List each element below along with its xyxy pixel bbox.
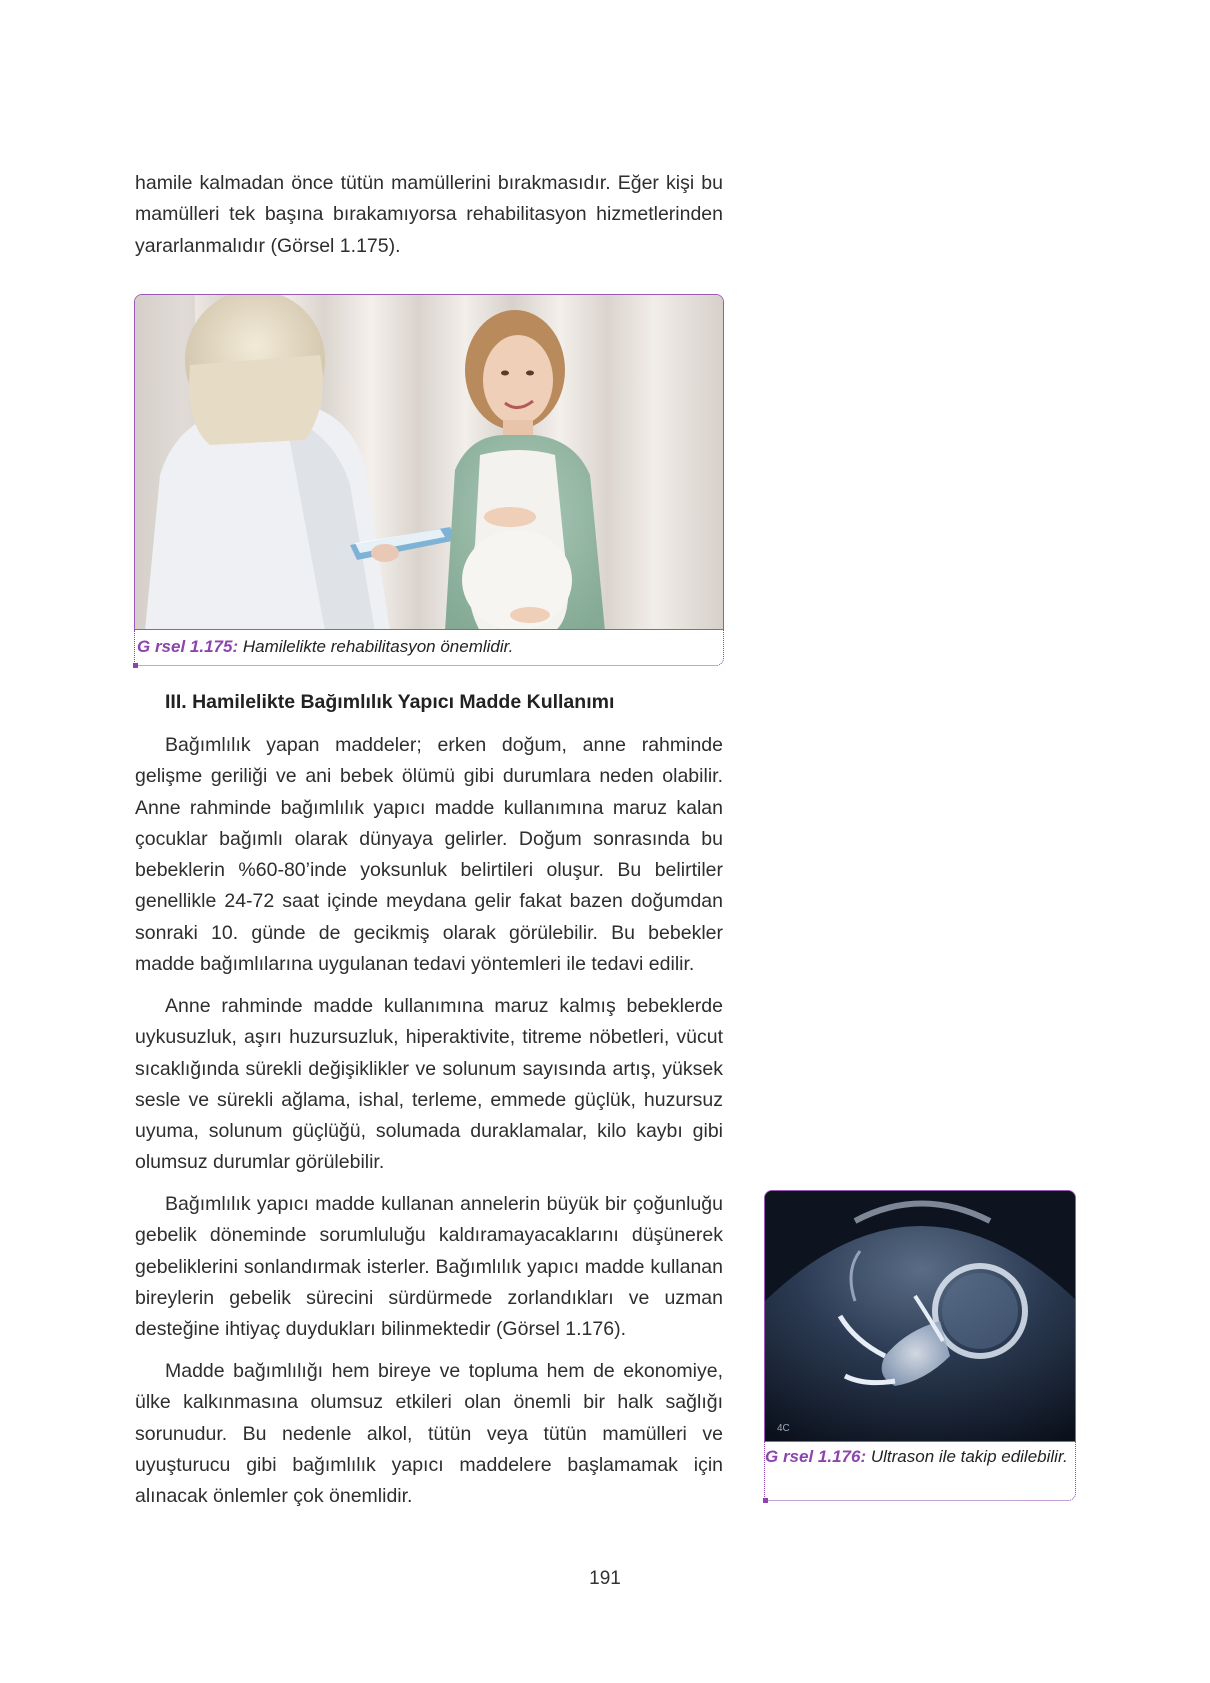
figure-2-caption-box [764, 1442, 1076, 1501]
fetus-ultrasound-picture [765, 1191, 1076, 1442]
figure-1-label: G rsel 1.175: [137, 637, 239, 656]
paragraph-3: Bağımlılık yapıcı madde kullanan annelerin büyük bir çoğunluğu gebelik döneminde sorumluluğu kaldıramayacaklarını düşünerek gebeliklerini sonlandırmak isterler. Bağımlılık yapıcı madde kullanan bireylerin gebelik sürecini sürdürmede zorlandıkları ve uzman desteğine ihtiyaç duydukları bilinmektedir (Görsel 1.176). [135, 1193, 723, 1341]
section-heading: III. Hamilelikte Bağımlılık Yapıcı Madde Kullanımı [165, 691, 615, 713]
scan-marker: 4C [777, 1423, 790, 1434]
figure-2-label: G rsel 1.176: [765, 1447, 867, 1466]
figure-2-caption-text: Ultrason ile takip edilebilir. [870, 1447, 1068, 1466]
intro-paragraph: hamile kalmadan önce tütün mamüllerini bırakmasıdır. Eğer kişi bu mamülleri tek başına bırakamıyorsa rehabilitasyon hizmetlerinden yararlanmalıdır (Görsel 1.175). [135, 172, 723, 257]
page-number: 191 [589, 1568, 621, 1589]
figure-1-caption [135, 630, 723, 659]
paragraph-2: Anne rahminde madde kullanımına maruz kalmış bebeklerde uykusuzluk, aşırı huzursuzluk, hiperaktivite, titreme nöbetleri, vücut sıcaklığında sürekli değişiklikler ve solunum sayısında artış, yüksek sesle ve sürekli ağlama, ishal, terleme, emmede güçlük, huzursuz uyuma, solunum güçlüğü, solumada duraklamalar, kilo kaybı gibi olumsuz durumlar görülebilir. [135, 995, 723, 1174]
figure-2-ultrasound-image [764, 1190, 1076, 1442]
figure-1-caption-box [134, 630, 724, 666]
doctor-and-pregnant-woman-photo [135, 295, 724, 630]
paragraph-1: Bağımlılık yapan maddeler; erken doğum, anne rahminde gelişme geriliği ve ani bebek ölümü gibi durumlara neden olabilir. Anne rahminde bağımlılık yapıcı madde kullanımına maruz kalan çocuklar bağımlı olarak dünyaya gelirler. Doğum sonrasında bu bebeklerin %60-80’inde yoksunluk belirtileri oluşur. Bu belirtiler genellikle 24-72 saat içinde meydana gelir fakat bazen doğumdan sonraki 10. günde de gecikmiş olarak görülebilir. Bu bebekler madde bağımlılarına uygulanan tedavi yöntemleri ile tedavi edilir. [135, 734, 723, 976]
figure-1-photo [134, 294, 724, 630]
figure-2-caption [765, 1442, 1075, 1469]
figure-1-caption-text: Hamilelikte rehabilitasyon önemlidir. [242, 637, 514, 656]
paragraph-4: Madde bağımlılığı hem bireye ve topluma hem de ekonomiye, ülke kalkınmasına olumsuz etkileri olan önemli bir halk sağlığı sorunudur. Bu nedenle alkol, tütün veya tütün mamülleri ve uyuşturucu gibi bağımlılık yapıcı maddelere başlamamak için alınacak önlemler çok önemlidir. [135, 1360, 723, 1508]
